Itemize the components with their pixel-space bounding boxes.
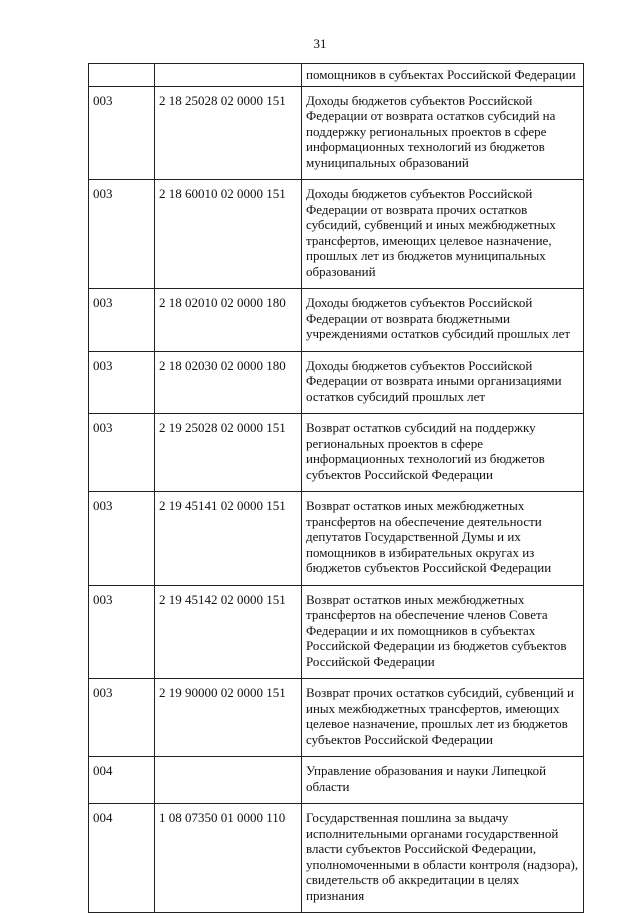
description-cell: Возврат прочих остатков субсидий, субвенций и иных межбюджетных трансфертов, имеющих целевое назначение, прошлых лет из бюджетов субъектов Российской Федерации <box>302 679 584 757</box>
table-row <box>89 804 584 913</box>
description-cell: Доходы бюджетов субъектов Российской Федерации от возврата иными организациями остатков субсидий прошлых лет <box>302 351 584 414</box>
description-cell: Доходы бюджетов субъектов Российской Федерации от возврата остатков субсидий на поддержку региональных проектов в сфере информационных технологий из бюджетов муниципальных образований <box>302 86 584 180</box>
table-row <box>89 86 584 180</box>
table-row <box>89 492 584 586</box>
table-row <box>89 289 584 352</box>
budget-code-cell: 2 18 60010 02 0000 151 <box>155 180 302 289</box>
table-row <box>89 64 584 87</box>
budget-code-cell: 2 19 90000 02 0000 151 <box>155 679 302 757</box>
description-cell: Возврат остатков иных межбюджетных трансфертов на обеспечение членов Совета Федерации и их помощников в субъектах Российской Федерации из бюджетов субъектов Российской Федерации <box>302 585 584 679</box>
admin-code-cell: 003 <box>89 585 155 679</box>
table-row <box>89 180 584 289</box>
table-row <box>89 757 584 804</box>
budget-code-cell: 2 19 25028 02 0000 151 <box>155 414 302 492</box>
description-cell: Возврат остатков иных межбюджетных трансфертов на обеспечение деятельности депутатов Государственной Думы и их помощников в избирательных округах из бюджетов субъектов Российской Федерации <box>302 492 584 586</box>
budget-code-cell: 2 19 45142 02 0000 151 <box>155 585 302 679</box>
admin-code-cell: 003 <box>89 180 155 289</box>
description-cell: Доходы бюджетов субъектов Российской Федерации от возврата прочих остатков субсидий, субвенций и иных межбюджетных трансфертов, имеющих целевое назначение, прошлых лет из бюджетов муниципальных образований <box>302 180 584 289</box>
budget-classification-table <box>88 63 584 913</box>
budget-code-cell: 1 08 07350 01 0000 110 <box>155 804 302 913</box>
budget-code-cell: 2 19 45141 02 0000 151 <box>155 492 302 586</box>
budget-code-cell: 2 18 25028 02 0000 151 <box>155 86 302 180</box>
description-cell: Управление образования и науки Липецкой области <box>302 757 584 804</box>
admin-code-cell <box>89 64 155 87</box>
description-cell: помощников в субъектах Российской Федерации <box>302 64 584 87</box>
admin-code-cell: 004 <box>89 757 155 804</box>
table-row <box>89 679 584 757</box>
description-cell: Доходы бюджетов субъектов Российской Федерации от возврата бюджетными учреждениями остатков субсидий прошлых лет <box>302 289 584 352</box>
table-row <box>89 585 584 679</box>
budget-code-cell <box>155 64 302 87</box>
admin-code-cell: 004 <box>89 804 155 913</box>
description-cell: Государственная пошлина за выдачу исполнительными органами государственной власти субъектов Российской Федерации, уполномоченными в области контроля (надзора), свидетельств об аккредитации в целях признания <box>302 804 584 913</box>
admin-code-cell: 003 <box>89 414 155 492</box>
admin-code-cell: 003 <box>89 86 155 180</box>
table-row <box>89 414 584 492</box>
budget-code-cell <box>155 757 302 804</box>
admin-code-cell: 003 <box>89 289 155 352</box>
admin-code-cell: 003 <box>89 492 155 586</box>
budget-code-cell: 2 18 02030 02 0000 180 <box>155 351 302 414</box>
table-row <box>89 351 584 414</box>
page-number: 31 <box>313 36 327 51</box>
admin-code-cell: 003 <box>89 679 155 757</box>
budget-code-cell: 2 18 02010 02 0000 180 <box>155 289 302 352</box>
admin-code-cell: 003 <box>89 351 155 414</box>
description-cell: Возврат остатков субсидий на поддержку региональных проектов в сфере информационных технологий из бюджетов субъектов Российской Федерации <box>302 414 584 492</box>
